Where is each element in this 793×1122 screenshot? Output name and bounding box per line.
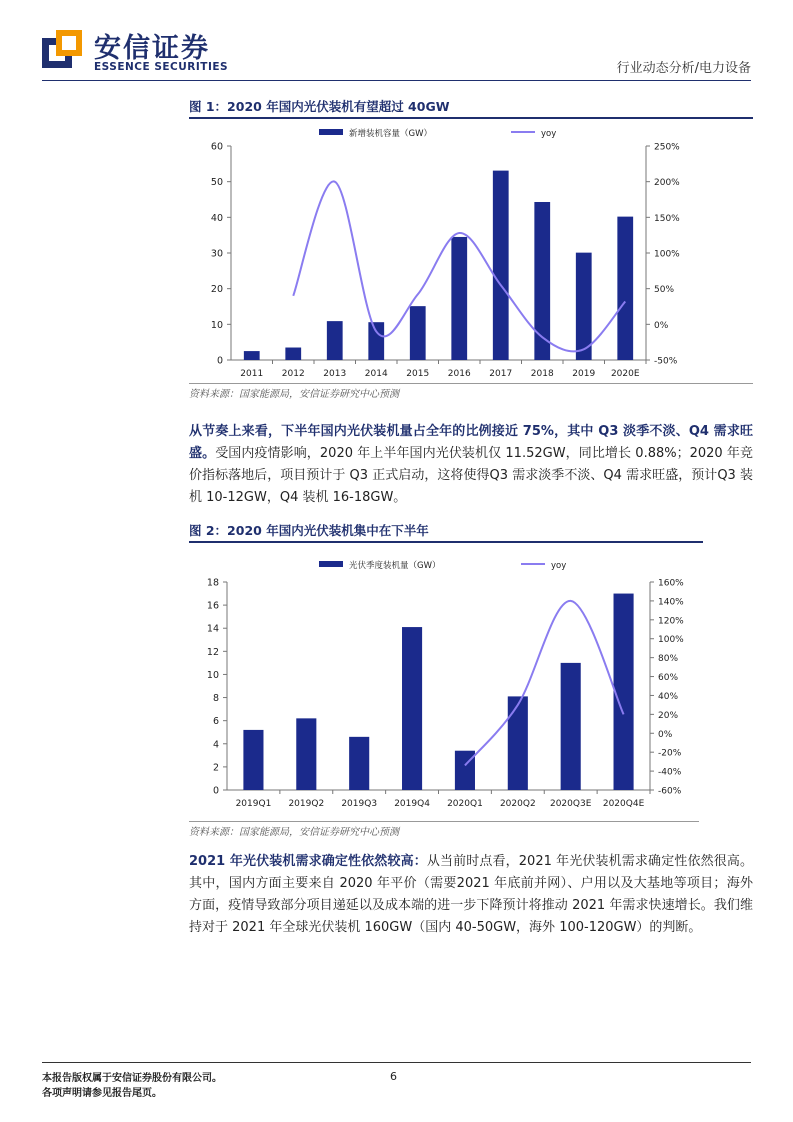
- chart1-left-tick-label: 30: [210, 248, 223, 260]
- figure2-source: 资料来源：国家能源局，安信证券研究中心预测: [189, 827, 399, 838]
- paragraph-outlook-lead: 2021 年光伏装机需求确定性依然较高：: [189, 854, 427, 869]
- chart2-right-tick-label: 160%: [658, 578, 684, 589]
- figure1-title: 图 1：2020 年国内光伏装机有望超过 40GW: [189, 99, 450, 114]
- figure2-title-underline-tail: [689, 541, 703, 543]
- chart2-bar: [296, 718, 316, 790]
- chart2-x-tick-label: 2020Q4E: [602, 799, 645, 809]
- report-category: 行业动态分析/电力设备: [616, 61, 751, 76]
- chart2-bar: [561, 663, 581, 790]
- chart2-left-tick-label: 2: [212, 762, 219, 774]
- chart-quarterly-installation: [189, 552, 753, 820]
- figure2-title: 图 2：2020 年国内光伏装机集中在下半年: [189, 523, 429, 538]
- chart1-left-tick-label: 60: [210, 141, 223, 153]
- chart1-bar: [368, 322, 384, 360]
- chart2-right-tick-label: 40%: [658, 691, 679, 702]
- brand-name-en: ESSENCE SECURITIES: [94, 61, 229, 73]
- footer-disclaimer: 各项声明请参见报告尾页。: [42, 1088, 162, 1099]
- chart2-right-tick-label: 120%: [658, 616, 684, 627]
- chart2-left-tick-label: 6: [212, 716, 219, 728]
- chart2-left-tick-label: 18: [206, 577, 219, 589]
- chart2-left-tick-label: 10: [206, 669, 219, 681]
- chart2-bar: [455, 751, 475, 790]
- figure1-title-underline: [189, 117, 753, 119]
- paragraph-rhythm-lead: 从节奏上来看，下半年国内光伏装机量占全年的比例接近 75%，其中 Q3 淡季不淡、Q4 需求旺盛。: [189, 424, 753, 461]
- chart1-left-tick-label: 0: [216, 355, 223, 367]
- chart2-left-tick-label: 14: [206, 623, 219, 635]
- chart2-right-tick-label: -40%: [658, 767, 682, 778]
- chart2-right-tick-label: -60%: [658, 786, 682, 797]
- figure2-title-underline: [189, 541, 695, 543]
- chart1-left-tick-label: 20: [210, 284, 223, 296]
- chart2-legend-line-label: yoy: [551, 561, 567, 571]
- chart1-x-tick-label: 2014: [364, 369, 388, 379]
- chart2-x-tick-label: 2019Q3: [341, 799, 378, 809]
- chart2-legend-bar-swatch: [319, 561, 343, 567]
- chart1-bar: [493, 171, 509, 360]
- chart2-x-tick-label: 2020Q1: [447, 799, 483, 809]
- figure2-source-divider: [189, 821, 699, 822]
- chart2-legend-bar-label: 光伏季度装机量（GW）: [349, 561, 441, 571]
- chart1-left-tick-label: 10: [210, 319, 223, 331]
- chart1-bar: [576, 253, 592, 360]
- chart2-right-tick-label: 0%: [658, 729, 673, 740]
- paragraph-rhythm-body: 受国内疫情影响，2020 年上半年国内光伏装机仅 11.52GW，同比增长 0.88%；2020 年竞价指标落地后，项目预计于 Q3 正式启动，这将使得Q3 需求淡季不淡、Q4 需求旺盛，预计Q3 装机 10-12GW，Q4 装机 16-18GW。: [189, 446, 753, 505]
- chart1-x-tick-label: 2012: [281, 369, 305, 379]
- chart2-x-tick-label: 2020Q2: [499, 799, 536, 809]
- chart2-x-tick-label: 2019Q2: [288, 799, 325, 809]
- paragraph-rhythm: [189, 421, 753, 509]
- chart1-x-tick-label: 2011: [240, 369, 264, 379]
- header-divider: [42, 80, 751, 81]
- chart1-legend-bar-swatch: [319, 129, 343, 135]
- chart1-bar: [327, 321, 343, 360]
- chart2-left-tick-label: 12: [206, 646, 219, 658]
- chart1-x-tick-label: 2018: [530, 369, 554, 379]
- chart2-right-tick-label: 100%: [658, 635, 684, 646]
- chart2-yoy-line: [465, 601, 624, 766]
- chart2-bar: [243, 730, 263, 790]
- chart1-bar: [410, 306, 426, 360]
- figure1-source: 资料来源：国家能源局，安信证券研究中心预测: [189, 389, 399, 400]
- footer-copyright: 本报告版权属于安信证券股份有限公司。: [42, 1073, 222, 1084]
- chart1-legend-line-label: yoy: [541, 129, 557, 139]
- chart1-x-tick-label: 2016: [447, 369, 471, 379]
- paragraph-2021-outlook: [189, 851, 753, 939]
- chart2-right-tick-label: -20%: [658, 748, 682, 759]
- chart2-left-tick-label: 8: [212, 693, 219, 705]
- chart2-right-tick-label: 60%: [658, 673, 679, 684]
- chart2-bar: [614, 594, 634, 790]
- chart1-left-tick-label: 50: [210, 177, 223, 189]
- chart1-right-tick-label: 200%: [654, 178, 680, 189]
- chart2-x-tick-label: 2019Q1: [235, 799, 272, 809]
- paragraph-outlook-body: 从当前时点看，2021 年光伏装机需求确定性依然很高。其中，国内方面主要来自 2020 年平价（需要2021 年底前并网）、户用以及大基地等项目；海外方面，疫情导致部分项目递延以及成本端的进一步下降预计将推动 2021 年需求快速增长。我们维持对于 2021 年全球光伏装机 160GW（国内 40-50GW，海外 100-120GW）的判断。: [189, 854, 753, 935]
- chart1-bar: [285, 348, 301, 360]
- chart2-left-tick-label: 16: [206, 600, 219, 612]
- chart1-right-tick-label: 50%: [654, 285, 675, 296]
- chart-annual-installation: [189, 120, 753, 382]
- chart2-right-tick-label: 140%: [658, 597, 684, 608]
- chart2-x-tick-label: 2020Q3E: [549, 799, 592, 809]
- chart1-legend-bar-label: 新增装机容量（GW）: [349, 129, 432, 139]
- chart2-right-tick-label: 20%: [658, 710, 679, 721]
- chart1-right-tick-label: -50%: [654, 356, 678, 367]
- figure1-source-divider: [189, 383, 753, 384]
- chart1-bar: [244, 351, 260, 360]
- chart1-right-tick-label: 150%: [654, 213, 680, 224]
- chart1-right-tick-label: 100%: [654, 249, 680, 260]
- chart1-x-tick-label: 2020E: [610, 369, 640, 379]
- chart1-x-tick-label: 2013: [323, 369, 347, 379]
- footer-divider: [42, 1062, 751, 1063]
- chart1-bar: [617, 217, 633, 360]
- chart2-right-tick-label: 80%: [658, 654, 679, 665]
- brand-name-cn: 安信证券: [94, 33, 210, 64]
- chart1-left-tick-label: 40: [210, 212, 223, 224]
- chart1-bar: [451, 237, 467, 360]
- essence-logo-icon: [42, 30, 82, 70]
- chart1-right-tick-label: 0%: [654, 320, 669, 331]
- chart2-x-tick-label: 2019Q4: [394, 799, 430, 809]
- chart2-left-tick-label: 0: [212, 785, 219, 797]
- chart2-bar: [508, 696, 528, 790]
- chart2-bar: [402, 627, 422, 790]
- chart2-left-tick-label: 4: [212, 739, 219, 751]
- chart1-x-tick-label: 2017: [489, 369, 513, 379]
- chart1-right-tick-label: 250%: [654, 142, 680, 153]
- chart2-bar: [349, 737, 369, 790]
- chart1-x-tick-label: 2019: [572, 369, 596, 379]
- page-number: 6: [390, 1070, 397, 1083]
- chart1-x-tick-label: 2015: [406, 369, 430, 379]
